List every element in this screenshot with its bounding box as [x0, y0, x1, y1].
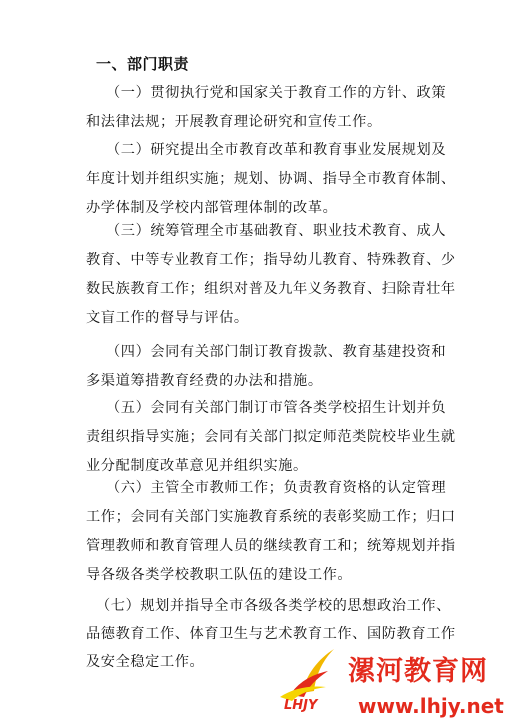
section-title: 一、部门职责 [96, 55, 190, 73]
duty-line: （三）统筹管理全市基础教育、职业技术教育、成人 [106, 223, 447, 239]
duty-line: 和法律法规；开展教育理论研究和宣传工作。 [86, 114, 382, 130]
duty-line: 办学体制及学校内部管理体制的改革。 [86, 200, 338, 216]
duty-line: 年度计划并组织实施；规划、协调、指导全市教育体制、 [86, 171, 456, 187]
duty-line: （一）贯彻执行党和国家关于教育工作的方针、政策 [106, 85, 447, 101]
watermark-site-name: 漯河教育网 [348, 656, 488, 687]
duty-line: 多渠道筹措教育经费的办法和措施。 [86, 373, 323, 389]
duty-line: 工作；会同有关部门实施教育系统的表彰奖励工作；归口 [86, 509, 456, 525]
duty-line: 教育、中等专业教育工作；指导幼儿教育、特殊教育、少 [86, 252, 456, 268]
logo-swoosh-icon [272, 645, 352, 705]
duty-line: （四）会同有关部门制订教育拨款、教育基建投资和 [106, 344, 447, 360]
site-watermark [272, 645, 507, 725]
duty-line: 数民族教育工作；组织对普及九年义务教育、扫除青壮年 [86, 281, 456, 297]
duty-line: 导各级各类学校教职工队伍的建设工作。 [86, 567, 353, 583]
duty-line: （五）会同有关部门制订市管各类学校招生计划并负 [106, 400, 447, 416]
watermark-abbr: LHJY [284, 698, 318, 713]
watermark-url: www.lhjy.net [358, 694, 504, 718]
duty-line: 品德教育工作、体育卫生与艺术教育工作、国防教育工作 [86, 626, 456, 642]
duty-line: 管理教师和教育管理人员的继续教育工和；统筹规划并指 [86, 538, 456, 554]
duty-line: （二）研究提出全市教育改革和教育事业发展规划及 [106, 142, 447, 158]
duty-line: 文盲工作的督导与评估。 [86, 310, 249, 326]
duty-line: （七）规划并指导全市各级各类学校的思想政治工作、 [96, 598, 451, 614]
duty-line: 及安全稳定工作。 [86, 654, 205, 670]
duty-line: 业分配制度改革意见并组织实施。 [86, 458, 308, 474]
duty-line: 责组织指导实施；会同有关部门拟定师范类院校毕业生就 [86, 429, 456, 445]
duty-line: （六）主管全市教师工作；负责教育资格的认定管理 [106, 480, 447, 496]
